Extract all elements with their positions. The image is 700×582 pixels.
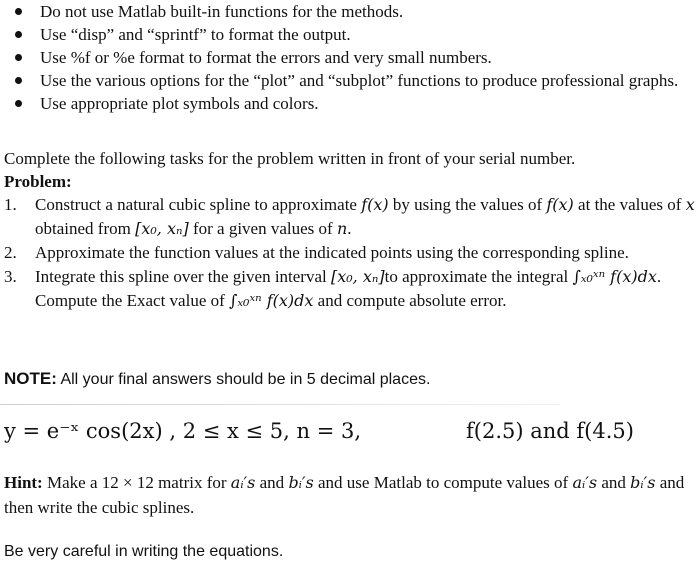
bullet-dot-icon [15, 54, 22, 61]
bullet-dot-icon [15, 77, 22, 84]
note-line [4, 368, 694, 391]
requirement-item: Use %f or %e format to format the errors and very small numbers. [12, 46, 696, 69]
bullet-dot-icon [15, 31, 22, 38]
math-fx: f(x) [546, 195, 574, 214]
task-item-3: 3. Integrate this spline over the given interval [x₀, xₙ]to approximate the integral ∫ₓ₀ˣⁿ f(x)dx. Compute the Exact value of ∫ₓ₀ˣⁿ f(x)dx and compute absolute error. [4, 267, 662, 310]
task-item-2: 2. Approximate the function values at the indicated points using the corresponding spline. [4, 241, 696, 265]
requirement-item: Use “disp” and “sprintf” to format the output. [12, 23, 696, 46]
equation-function: y = e⁻ˣ cos(2x) , 2 ≤ x ≤ 5, n = 3, [4, 419, 362, 443]
bullet-dot-icon [15, 100, 22, 107]
note-text: All your final answers should be in 5 decimal places. [56, 371, 431, 388]
bullet-dot-icon [15, 8, 22, 15]
problem-equation [4, 416, 696, 446]
math-integral: ∫ₓ₀ˣⁿ f(x)dx [229, 291, 314, 310]
math-interval: [x₀, xₙ] [331, 267, 385, 286]
math-x: x [685, 195, 695, 214]
task-number: 3. [4, 267, 17, 286]
math-n: n [336, 219, 348, 238]
task-list [4, 193, 696, 313]
requirement-item: Use appropriate plot symbols and colors. [12, 92, 696, 115]
task-number: 2. [4, 243, 17, 262]
task-item-1: 1. Construct a natural cubic spline to approximate f(x) by using the values of f(x) at the values of x obtained from [x₀, xₙ] for a given values of n. [4, 195, 695, 238]
math-integral: ∫ₓ₀ˣⁿ f(x)dx [572, 267, 657, 286]
requirement-item: Do not use Matlab built-in functions for the methods. [12, 0, 696, 23]
task-number: 1. [4, 195, 17, 214]
closing-remark: Be very careful in writing the equations. [4, 543, 284, 560]
divider [0, 404, 560, 405]
requirements-list [12, 0, 696, 115]
math-interval: [x₀, xₙ] [135, 219, 189, 238]
math-fx: f(x) [361, 195, 389, 214]
hint-label: Hint: [4, 473, 43, 492]
problem-heading: Problem: [4, 172, 72, 191]
hint-text: Hint: Make a 12 × 12 matrix for aᵢ′s and bᵢ′s and use Matlab to compute values of aᵢ′s and bᵢ′s and then write the cubic splines. [4, 473, 685, 517]
intro-text: Complete the following tasks for the problem written in front of your serial number. [4, 149, 576, 168]
equation-points: f(2.5) and f(4.5) [466, 419, 634, 443]
requirement-item: Use the various options for the “plot” and “subplot” functions to produce professional graphs. [12, 69, 696, 92]
note-label: NOTE: [4, 369, 57, 388]
